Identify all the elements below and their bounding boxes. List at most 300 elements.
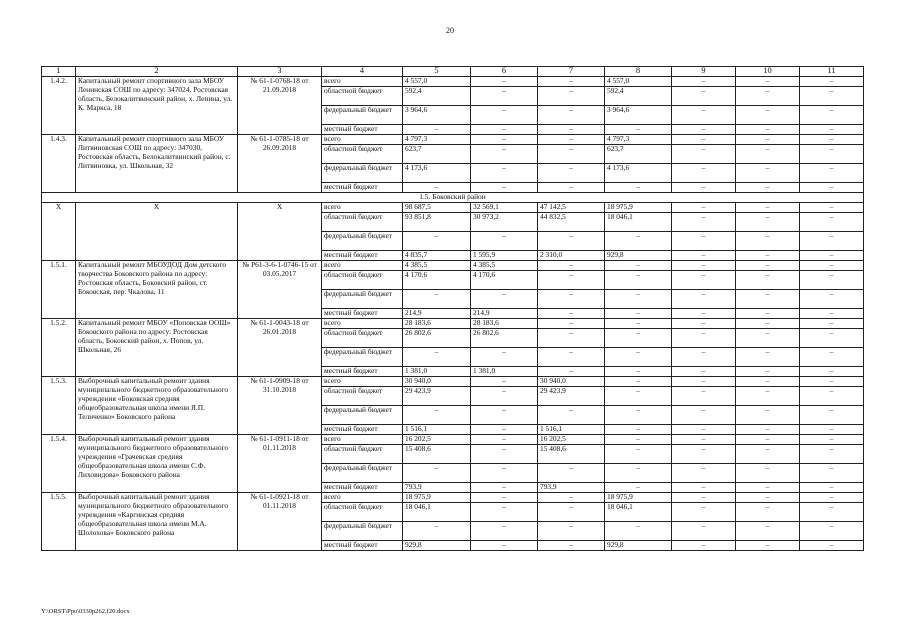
amount-cell: – [538, 87, 605, 106]
amount-cell: – [605, 367, 672, 377]
amount-cell: – [538, 183, 605, 193]
funding-source: всего [322, 319, 403, 329]
section-title: 1.5. Боковский район [42, 193, 864, 203]
amount-cell: – [736, 203, 800, 213]
amount-cell: – [800, 125, 864, 135]
amount-cell: 929,8 [605, 251, 672, 261]
amount-cell: – [403, 125, 471, 135]
amount-cell: 44 832,5 [538, 213, 605, 232]
amount-cell: – [800, 213, 864, 232]
item-description: Капитальный ремонт спортивного зала МБОУ Ленинская СОШ по адресу: 347024, Ростовская область, Белокалитвинский район, х. Ленина, ул. К. Маркса, 18 [76, 77, 238, 135]
item-number: 1.5.4. [42, 435, 76, 493]
amount-cell: 47 142,5 [538, 203, 605, 213]
amount-cell: 4 835,7 [403, 251, 471, 261]
amount-cell: 30 940,0 [403, 377, 471, 387]
amount-cell: – [736, 125, 800, 135]
funding-source: местный бюджет [322, 125, 403, 135]
amount-cell: – [800, 87, 864, 106]
amount-cell: – [800, 329, 864, 348]
amount-cell: – [800, 164, 864, 183]
amount-cell: – [800, 445, 864, 464]
funding-source: областной бюджет [322, 387, 403, 406]
amount-cell: – [736, 77, 800, 87]
item-row [42, 261, 864, 271]
amount-cell: 18 046,1 [605, 503, 672, 522]
amount-cell: – [471, 435, 538, 445]
amount-cell: – [605, 406, 672, 425]
amount-cell: 18 975,9 [605, 493, 672, 503]
amount-cell: – [672, 503, 736, 522]
amount-cell: – [672, 309, 736, 319]
item-description: Выборочный капитальный ремонт здания муниципального бюджетного образовательного учреждения «Каргинская средняя общеобразовательная школа имени М.А. Шолохова» Боковского района [76, 493, 238, 551]
amount-cell: – [471, 445, 538, 464]
amount-cell: – [538, 464, 605, 483]
amount-cell: – [672, 87, 736, 106]
funding-source: местный бюджет [322, 425, 403, 435]
item-number: 1.5.3. [42, 377, 76, 435]
amount-cell: – [471, 87, 538, 106]
amount-cell: – [605, 309, 672, 319]
amount-cell: 4 557,0 [605, 77, 672, 87]
amount-cell: – [605, 329, 672, 348]
amount-cell: – [672, 203, 736, 213]
amount-cell: – [471, 503, 538, 522]
item-number: 1.5.2. [42, 319, 76, 377]
amount-cell: – [736, 87, 800, 106]
funding-source: местный бюджет [322, 541, 403, 551]
funding-source: федеральный бюджет [322, 290, 403, 309]
amount-cell: 4 170,6 [471, 271, 538, 290]
amount-cell: – [672, 329, 736, 348]
amount-cell: – [800, 425, 864, 435]
item-description: Выборочный капитальный ремонт здания муниципального бюджетного образовательного учреждения «Грачевская средняя общеобразовательная школа имени С.Ф. Лиховидова» Боковского района [76, 435, 238, 493]
amount-cell: – [605, 522, 672, 541]
amount-cell: – [471, 106, 538, 125]
amount-cell: – [672, 232, 736, 251]
amount-cell: – [736, 329, 800, 348]
amount-cell: 214,9 [471, 309, 538, 319]
amount-cell: – [672, 135, 736, 145]
amount-cell: – [672, 522, 736, 541]
amount-cell: – [605, 271, 672, 290]
amount-cell: 4 385,5 [403, 261, 471, 271]
amount-cell: – [800, 290, 864, 309]
amount-cell: – [736, 387, 800, 406]
amount-cell: 214,9 [403, 309, 471, 319]
column-number: 6 [471, 67, 538, 77]
amount-cell: 793,9 [538, 483, 605, 493]
amount-cell: – [605, 464, 672, 483]
amount-cell: – [471, 145, 538, 164]
amount-cell: – [672, 77, 736, 87]
item-row [42, 493, 864, 503]
amount-cell: – [800, 251, 864, 261]
section-header-row [42, 193, 864, 203]
amount-cell: – [538, 541, 605, 551]
amount-cell: – [538, 319, 605, 329]
amount-cell: – [605, 125, 672, 135]
amount-cell: – [538, 522, 605, 541]
amount-cell: – [471, 541, 538, 551]
amount-cell: – [605, 290, 672, 309]
funding-source: федеральный бюджет [322, 464, 403, 483]
item-number: 1.4.2. [42, 77, 76, 135]
amount-cell: 929,8 [605, 541, 672, 551]
amount-cell: 592,4 [403, 87, 471, 106]
amount-cell: 32 569,1 [471, 203, 538, 213]
amount-cell: – [736, 541, 800, 551]
funding-source: всего [322, 377, 403, 387]
amount-cell: 30 973,2 [471, 213, 538, 232]
column-number-row [42, 67, 864, 77]
amount-cell: 1 595,9 [471, 251, 538, 261]
funding-source: федеральный бюджет [322, 406, 403, 425]
amount-cell: 623,7 [403, 145, 471, 164]
funding-source: областной бюджет [322, 145, 403, 164]
amount-cell: – [736, 483, 800, 493]
amount-cell: – [736, 464, 800, 483]
amount-cell: – [672, 106, 736, 125]
funding-source: областной бюджет [322, 271, 403, 290]
amount-cell: 15 408,6 [538, 445, 605, 464]
amount-cell: – [736, 106, 800, 125]
amount-cell: – [800, 522, 864, 541]
amount-cell: – [471, 348, 538, 367]
amount-cell: – [403, 183, 471, 193]
amount-cell: – [538, 329, 605, 348]
funding-source: местный бюджет [322, 183, 403, 193]
funding-source: всего [322, 135, 403, 145]
funding-source: всего [322, 203, 403, 213]
amount-cell: – [605, 183, 672, 193]
amount-cell: – [471, 125, 538, 135]
amount-cell: 98 687,5 [403, 203, 471, 213]
amount-cell: – [800, 232, 864, 251]
amount-cell: – [403, 348, 471, 367]
column-number: 7 [538, 67, 605, 77]
amount-cell: – [736, 290, 800, 309]
amount-cell: – [800, 541, 864, 551]
amount-cell: – [605, 348, 672, 367]
amount-cell: – [471, 183, 538, 193]
funding-source: федеральный бюджет [322, 348, 403, 367]
amount-cell: – [672, 319, 736, 329]
amount-cell: – [605, 445, 672, 464]
amount-cell: – [672, 425, 736, 435]
amount-cell: 3 964,6 [605, 106, 672, 125]
funding-source: федеральный бюджет [322, 106, 403, 125]
amount-cell: – [800, 503, 864, 522]
item-document: № 61-1-0043-18 от 26.01.2018 [238, 319, 322, 377]
item-description: Капитальный ремонт МБОУ «Поповская ООШ» Боковского района по адресу: Ростовская область, Боковский район, х. Попов, ул. Школьная, 26 [76, 319, 238, 377]
column-number: 8 [605, 67, 672, 77]
amount-cell: – [471, 290, 538, 309]
amount-cell: – [672, 377, 736, 387]
amount-cell: – [736, 183, 800, 193]
amount-cell: – [800, 387, 864, 406]
item-description: Капитальный ремонт спортивного зала МБОУ Литвиновская СОШ по адресу: 347030, Ростовская область, Белокалитвинский район, с. Литвиновка, ул. Школьная, 32 [76, 135, 238, 193]
amount-cell: – [800, 183, 864, 193]
item-document: X [238, 203, 322, 261]
amount-cell: – [672, 145, 736, 164]
amount-cell: – [672, 290, 736, 309]
item-row [42, 377, 864, 387]
column-number: 3 [238, 67, 322, 77]
amount-cell: – [800, 367, 864, 377]
item-document: № Р61-3-6-1-0746-15 от 03.05.2017 [238, 261, 322, 319]
amount-cell: – [736, 213, 800, 232]
amount-cell: – [471, 464, 538, 483]
funding-source: областной бюджет [322, 87, 403, 106]
funding-source: федеральный бюджет [322, 232, 403, 251]
item-row [42, 203, 864, 213]
amount-cell: – [672, 348, 736, 367]
amount-cell: 592,4 [605, 87, 672, 106]
amount-cell: 28 183,6 [471, 319, 538, 329]
funding-source: местный бюджет [322, 309, 403, 319]
amount-cell: 15 408,6 [403, 445, 471, 464]
amount-cell: – [538, 164, 605, 183]
amount-cell: – [736, 445, 800, 464]
amount-cell: – [672, 251, 736, 261]
amount-cell: – [605, 387, 672, 406]
amount-cell: – [800, 435, 864, 445]
item-description: Выборочный капитальный ремонт здания муниципального бюджетного образовательного учреждения «Боковская средняя общеобразовательная школа имени Я.П. Теличенко» Боковского района [76, 377, 238, 435]
amount-cell: – [538, 493, 605, 503]
amount-cell: 1 381,0 [471, 367, 538, 377]
amount-cell: – [800, 145, 864, 164]
amount-cell: – [672, 183, 736, 193]
amount-cell: – [403, 406, 471, 425]
amount-cell: 4 797,3 [605, 135, 672, 145]
amount-cell: – [538, 348, 605, 367]
amount-cell: – [538, 232, 605, 251]
amount-cell: – [538, 261, 605, 271]
amount-cell: – [672, 387, 736, 406]
amount-cell: 4 385,5 [471, 261, 538, 271]
funding-source: местный бюджет [322, 251, 403, 261]
item-description: X [76, 203, 238, 261]
page-number: 20 [446, 26, 454, 35]
amount-cell: – [672, 213, 736, 232]
amount-cell: 16 202,5 [403, 435, 471, 445]
amount-cell: – [800, 377, 864, 387]
amount-cell: 3 964,6 [403, 106, 471, 125]
funding-source: федеральный бюджет [322, 164, 403, 183]
amount-cell: – [672, 483, 736, 493]
amount-cell: 18 046,1 [403, 503, 471, 522]
column-number: 11 [800, 67, 864, 77]
amount-cell: – [672, 464, 736, 483]
amount-cell: – [800, 464, 864, 483]
column-number: 9 [672, 67, 736, 77]
column-number: 1 [42, 67, 76, 77]
amount-cell: – [605, 232, 672, 251]
amount-cell: – [471, 77, 538, 87]
amount-cell: – [800, 348, 864, 367]
amount-cell: 16 202,5 [538, 435, 605, 445]
item-row [42, 319, 864, 329]
amount-cell: 623,7 [605, 145, 672, 164]
amount-cell: – [538, 406, 605, 425]
file-path-footer: Y:\ORST\Ppo\0330p262.f20.docx [41, 608, 130, 615]
amount-cell: – [538, 106, 605, 125]
amount-cell: 29 423,9 [538, 387, 605, 406]
amount-cell: 4 170,6 [403, 271, 471, 290]
funding-source: всего [322, 261, 403, 271]
amount-cell: – [605, 377, 672, 387]
amount-cell: – [672, 445, 736, 464]
amount-cell: – [736, 522, 800, 541]
amount-cell: – [736, 145, 800, 164]
item-row [42, 77, 864, 87]
amount-cell: – [605, 483, 672, 493]
amount-cell: – [672, 541, 736, 551]
item-document: № 61-1-0785-18 от 26.09.2018 [238, 135, 322, 193]
amount-cell: – [800, 203, 864, 213]
item-row [42, 135, 864, 145]
amount-cell: – [736, 232, 800, 251]
amount-cell: – [672, 261, 736, 271]
amount-cell: – [471, 377, 538, 387]
amount-cell: – [403, 232, 471, 251]
amount-cell: – [736, 435, 800, 445]
amount-cell: 26 802,6 [471, 329, 538, 348]
amount-cell: – [672, 435, 736, 445]
amount-cell: – [800, 271, 864, 290]
amount-cell: – [538, 503, 605, 522]
funding-source: областной бюджет [322, 503, 403, 522]
amount-cell: – [736, 348, 800, 367]
amount-cell: – [736, 164, 800, 183]
amount-cell: 18 975,9 [605, 203, 672, 213]
item-document: № 61-1-0909-18 от 31.10.2018 [238, 377, 322, 435]
amount-cell: – [800, 106, 864, 125]
item-number: 1.5.1. [42, 261, 76, 319]
amount-cell: – [471, 387, 538, 406]
amount-cell: – [471, 483, 538, 493]
amount-cell: 93 851,8 [403, 213, 471, 232]
amount-cell: – [538, 145, 605, 164]
item-document: № 61-1-0768-18 от 21.09.2018 [238, 77, 322, 135]
funding-source: областной бюджет [322, 445, 403, 464]
funding-source: всего [322, 435, 403, 445]
amount-cell: – [672, 125, 736, 135]
amount-cell: – [672, 367, 736, 377]
column-number: 10 [736, 67, 800, 77]
amount-cell: 4 173,6 [403, 164, 471, 183]
amount-cell: 793,9 [403, 483, 471, 493]
budget-table [41, 66, 864, 551]
amount-cell: – [605, 435, 672, 445]
amount-cell: – [736, 367, 800, 377]
amount-cell: – [736, 135, 800, 145]
amount-cell: – [403, 522, 471, 541]
amount-cell: – [736, 319, 800, 329]
amount-cell: – [471, 425, 538, 435]
amount-cell: 4 173,6 [605, 164, 672, 183]
amount-cell: – [672, 493, 736, 503]
amount-cell: – [471, 164, 538, 183]
amount-cell: – [736, 271, 800, 290]
amount-cell: – [605, 261, 672, 271]
column-number: 5 [403, 67, 471, 77]
amount-cell: 29 423,9 [403, 387, 471, 406]
amount-cell: 1 516,1 [538, 425, 605, 435]
amount-cell: 28 183,6 [403, 319, 471, 329]
amount-cell: – [538, 309, 605, 319]
item-row [42, 435, 864, 445]
amount-cell: – [672, 164, 736, 183]
amount-cell: 1 516,1 [403, 425, 471, 435]
amount-cell: – [736, 261, 800, 271]
amount-cell: – [736, 425, 800, 435]
amount-cell: 26 802,6 [403, 329, 471, 348]
item-description: Капитальный ремонт МБОУДОД Дом детского творчества Боковского района по адресу: Ростовская область, Боковский район, ст. Боковская, пер. Чкалова, 11 [76, 261, 238, 319]
amount-cell: 4 557,0 [403, 77, 471, 87]
amount-cell: 2 310,0 [538, 251, 605, 261]
column-number: 4 [322, 67, 403, 77]
amount-cell: – [538, 77, 605, 87]
amount-cell: 4 797,3 [403, 135, 471, 145]
funding-source: местный бюджет [322, 367, 403, 377]
item-number: 1.5.5. [42, 493, 76, 551]
amount-cell: – [471, 232, 538, 251]
amount-cell: – [471, 493, 538, 503]
funding-source: областной бюджет [322, 213, 403, 232]
funding-source: всего [322, 493, 403, 503]
amount-cell: – [605, 319, 672, 329]
amount-cell: – [736, 406, 800, 425]
funding-source: федеральный бюджет [322, 522, 403, 541]
item-number: 1.4.3. [42, 135, 76, 193]
column-number: 2 [76, 67, 238, 77]
amount-cell: – [471, 135, 538, 145]
amount-cell: – [736, 493, 800, 503]
amount-cell: – [800, 319, 864, 329]
item-number: X [42, 203, 76, 261]
amount-cell: – [605, 425, 672, 435]
funding-source: областной бюджет [322, 329, 403, 348]
amount-cell: – [800, 309, 864, 319]
amount-cell: – [736, 309, 800, 319]
amount-cell: – [736, 251, 800, 261]
amount-cell: – [800, 493, 864, 503]
amount-cell: – [403, 290, 471, 309]
amount-cell: – [672, 271, 736, 290]
amount-cell: – [538, 290, 605, 309]
funding-source: местный бюджет [322, 483, 403, 493]
amount-cell: – [800, 77, 864, 87]
amount-cell: – [538, 125, 605, 135]
item-document: № 61-1-0921-18 от 01.11.2018 [238, 493, 322, 551]
amount-cell: – [538, 367, 605, 377]
item-document: № 61-1-0911-18 от 01.11.2018 [238, 435, 322, 493]
amount-cell: – [800, 261, 864, 271]
funding-source: всего [322, 77, 403, 87]
amount-cell: 18 975,9 [403, 493, 471, 503]
amount-cell: – [471, 406, 538, 425]
amount-cell: – [403, 464, 471, 483]
amount-cell: 929,8 [403, 541, 471, 551]
amount-cell: – [736, 377, 800, 387]
amount-cell: – [800, 483, 864, 493]
amount-cell: 30 940,0 [538, 377, 605, 387]
amount-cell: – [800, 406, 864, 425]
amount-cell: – [538, 271, 605, 290]
amount-cell: 1 381,0 [403, 367, 471, 377]
amount-cell: 18 046,1 [605, 213, 672, 232]
